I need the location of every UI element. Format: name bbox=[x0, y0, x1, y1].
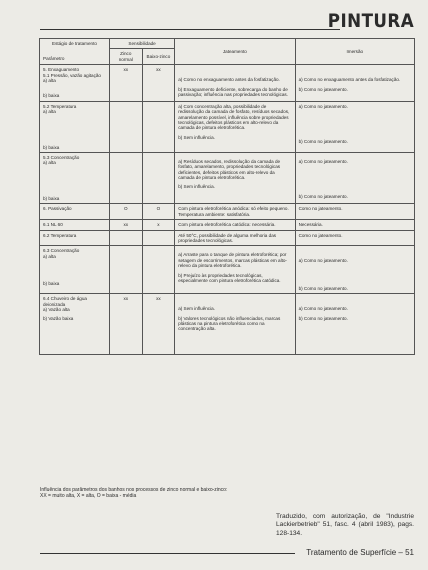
param-text: 5.3 Concentração bbox=[43, 155, 80, 161]
jateamento-text: b) Valores tecnológicos não influenciados, marcas plásticas na pintura eletroforética como na concentração alta. bbox=[178, 315, 281, 332]
section-title: PINTURA bbox=[327, 10, 414, 32]
table-row bbox=[40, 294, 415, 355]
jateamento-text: Com pintura eletroforética catódica: necessária. bbox=[175, 220, 295, 230]
table-row bbox=[40, 246, 415, 294]
header-baixo-zinco: Baixo-zinco bbox=[142, 49, 175, 65]
imersao-cell bbox=[295, 101, 414, 152]
table-row bbox=[40, 65, 415, 102]
header-param-cell bbox=[40, 39, 110, 65]
param-text: 6. Passivação bbox=[43, 206, 72, 212]
param-cell bbox=[40, 246, 110, 294]
param-cell bbox=[40, 294, 110, 355]
param-text: b) Vazão baixa bbox=[43, 316, 74, 322]
zinco-normal-value: xx bbox=[109, 294, 142, 355]
imersao-text: a) Como no jateamento. bbox=[298, 159, 348, 165]
jateamento-text: Até 50°C, possibilidade de alguma melhoria das propriedades tecnológicas. bbox=[175, 230, 295, 246]
param-text: 5.2 Temperatura bbox=[43, 103, 77, 109]
jateamento-text: a) Arraste para o tanque de pintura eletroforética; por setagem de escorrimentos, marcas plásticas em alto-relevo da pintura eletroforética. bbox=[178, 252, 287, 269]
jateamento-text: b) Sem influência. bbox=[178, 134, 215, 140]
jateamento-cell bbox=[175, 101, 295, 152]
imersao-text: Necessária. bbox=[295, 220, 414, 230]
param-cell bbox=[40, 153, 110, 204]
jateamento-text: b) Enxaguamento deficiente, sobrecarga do banho de passivação; influência nas propriedades tecnológicas. bbox=[178, 86, 288, 98]
footer-rule bbox=[40, 553, 295, 554]
table-row bbox=[40, 153, 415, 204]
source-citation: Traduzido, com autorização, de "Industrie Lackierbetrieb" 51, fasc. 4 (abril 1983), pags. 128-134. bbox=[276, 513, 414, 537]
jateamento-text: b) Sem influência. bbox=[178, 183, 215, 189]
table-row bbox=[40, 101, 415, 152]
param-text: 6.3 Concentração bbox=[43, 248, 80, 254]
jateamento-text: Com pintura eletroforética anódica: só efeito pequeno. Temperatura ambiente: satisfatória. bbox=[175, 204, 295, 220]
footnote-line: Influência dos parâmetros dos banhos nos processos de zinco normal e baixo-zinco: bbox=[40, 487, 228, 493]
param-text: a) Vazão alta bbox=[43, 306, 70, 312]
parameters-table bbox=[39, 38, 415, 355]
param-cell bbox=[40, 220, 110, 230]
header-parametro: Parâmetro bbox=[43, 56, 65, 62]
zinco-normal-value: O bbox=[109, 204, 142, 220]
imersao-text: b) Como no jateamento. bbox=[298, 194, 348, 200]
imersao-text: b) Como no jateamento. bbox=[298, 315, 348, 321]
imersao-text: b) Como no jateamento. bbox=[298, 285, 348, 291]
header-estagio: Estágio de tratamento bbox=[52, 41, 97, 46]
jateamento-cell bbox=[175, 294, 295, 355]
imersao-text: a) Como no jateamento. bbox=[298, 306, 348, 312]
param-cell bbox=[40, 204, 110, 220]
param-cell bbox=[40, 65, 110, 102]
header-imersao: Imersão bbox=[295, 39, 414, 65]
param-text: b) baixa bbox=[43, 144, 60, 150]
param-text: 6.4 Chuveiro de água deionizada bbox=[43, 296, 87, 307]
baixo-zinco-value: x bbox=[142, 220, 175, 230]
imersao-text: b) Como no jateamento. bbox=[298, 139, 348, 145]
param-text: a) alta bbox=[43, 78, 56, 84]
imersao-text: a) Como no enxaguamento antes da fosfatização. bbox=[298, 77, 401, 83]
param-text: a) alta bbox=[43, 109, 56, 115]
zinco-normal-value: xx bbox=[109, 220, 142, 230]
param-text: b) baixa bbox=[43, 93, 60, 99]
table-row bbox=[40, 220, 415, 230]
imersao-cell bbox=[295, 246, 414, 294]
param-text: 5.1 Pressão, vazão agitação bbox=[43, 72, 101, 78]
jateamento-text: b) Prejuízo às propriedades tecnológicas, especialmente com pintura eletroforética catódica. bbox=[178, 272, 281, 283]
imersao-text: Como no jateamento. bbox=[295, 204, 414, 220]
jateamento-cell bbox=[175, 246, 295, 294]
param-cell bbox=[40, 101, 110, 152]
header-jateamento: Jateamento bbox=[175, 39, 295, 65]
imersao-text: Como no jateamento. bbox=[295, 230, 414, 246]
table-row bbox=[40, 230, 415, 246]
param-text: b) baixa bbox=[43, 281, 60, 287]
baixo-zinco-value: O bbox=[142, 204, 175, 220]
jateamento-text: a) Como no enxaguamento antes da fosfatização. bbox=[178, 77, 280, 83]
imersao-text: a) Como no jateamento. bbox=[298, 103, 348, 109]
baixo-zinco-value: xx bbox=[142, 294, 175, 355]
table-footnote bbox=[40, 487, 270, 500]
param-text: b) baixa bbox=[43, 195, 60, 201]
imersao-text: a) Como no jateamento. bbox=[298, 258, 348, 264]
jateamento-cell bbox=[175, 65, 295, 102]
header-rule bbox=[40, 29, 340, 30]
param-text: 6.2 Temperatura bbox=[43, 232, 77, 238]
footnote-legend: XX = muito alta, X = alta, O = baixa - média bbox=[40, 493, 137, 500]
zinco-normal-value: xx bbox=[109, 65, 142, 102]
param-text: 5. Enxaguamento bbox=[43, 67, 80, 73]
imersao-cell bbox=[295, 294, 414, 355]
jateamento-text: a) Sem influência. bbox=[178, 306, 215, 312]
imersao-cell bbox=[295, 65, 414, 102]
jateamento-cell bbox=[175, 153, 295, 204]
imersao-text: b) Como no jateamento. bbox=[298, 86, 348, 92]
page-footer: Tratamento de Superfície – 51 bbox=[306, 548, 414, 557]
param-text: a) alta bbox=[43, 160, 56, 166]
param-text: a) alta bbox=[43, 253, 56, 259]
jateamento-text: a) Com concentração alta, possibilidade de redissolução da camada de fosfato, resíduos secados, amarelamento possível, influência sobre propriedades tecnológicas, defeitos plásticos em alto-relevo da camada de pintura eletroforética. bbox=[178, 103, 290, 131]
header-zinco-normal: Zinco normal bbox=[109, 49, 142, 65]
param-cell bbox=[40, 230, 110, 246]
table-header-row bbox=[40, 39, 415, 49]
imersao-cell bbox=[295, 153, 414, 204]
baixo-zinco-value: xx bbox=[142, 65, 175, 102]
jateamento-text: a) Resíduos secados, redissolução da camada de fosfato, amarelamento, propriedades tecnológicas deficientes, defeitos plásticos em alto-relevo da camada de pintura eletroforética. bbox=[178, 159, 281, 181]
param-text: 6.1 NL 60 bbox=[43, 222, 63, 228]
table-row bbox=[40, 204, 415, 220]
header-sensibilidade: Sensibilidade bbox=[109, 39, 174, 49]
